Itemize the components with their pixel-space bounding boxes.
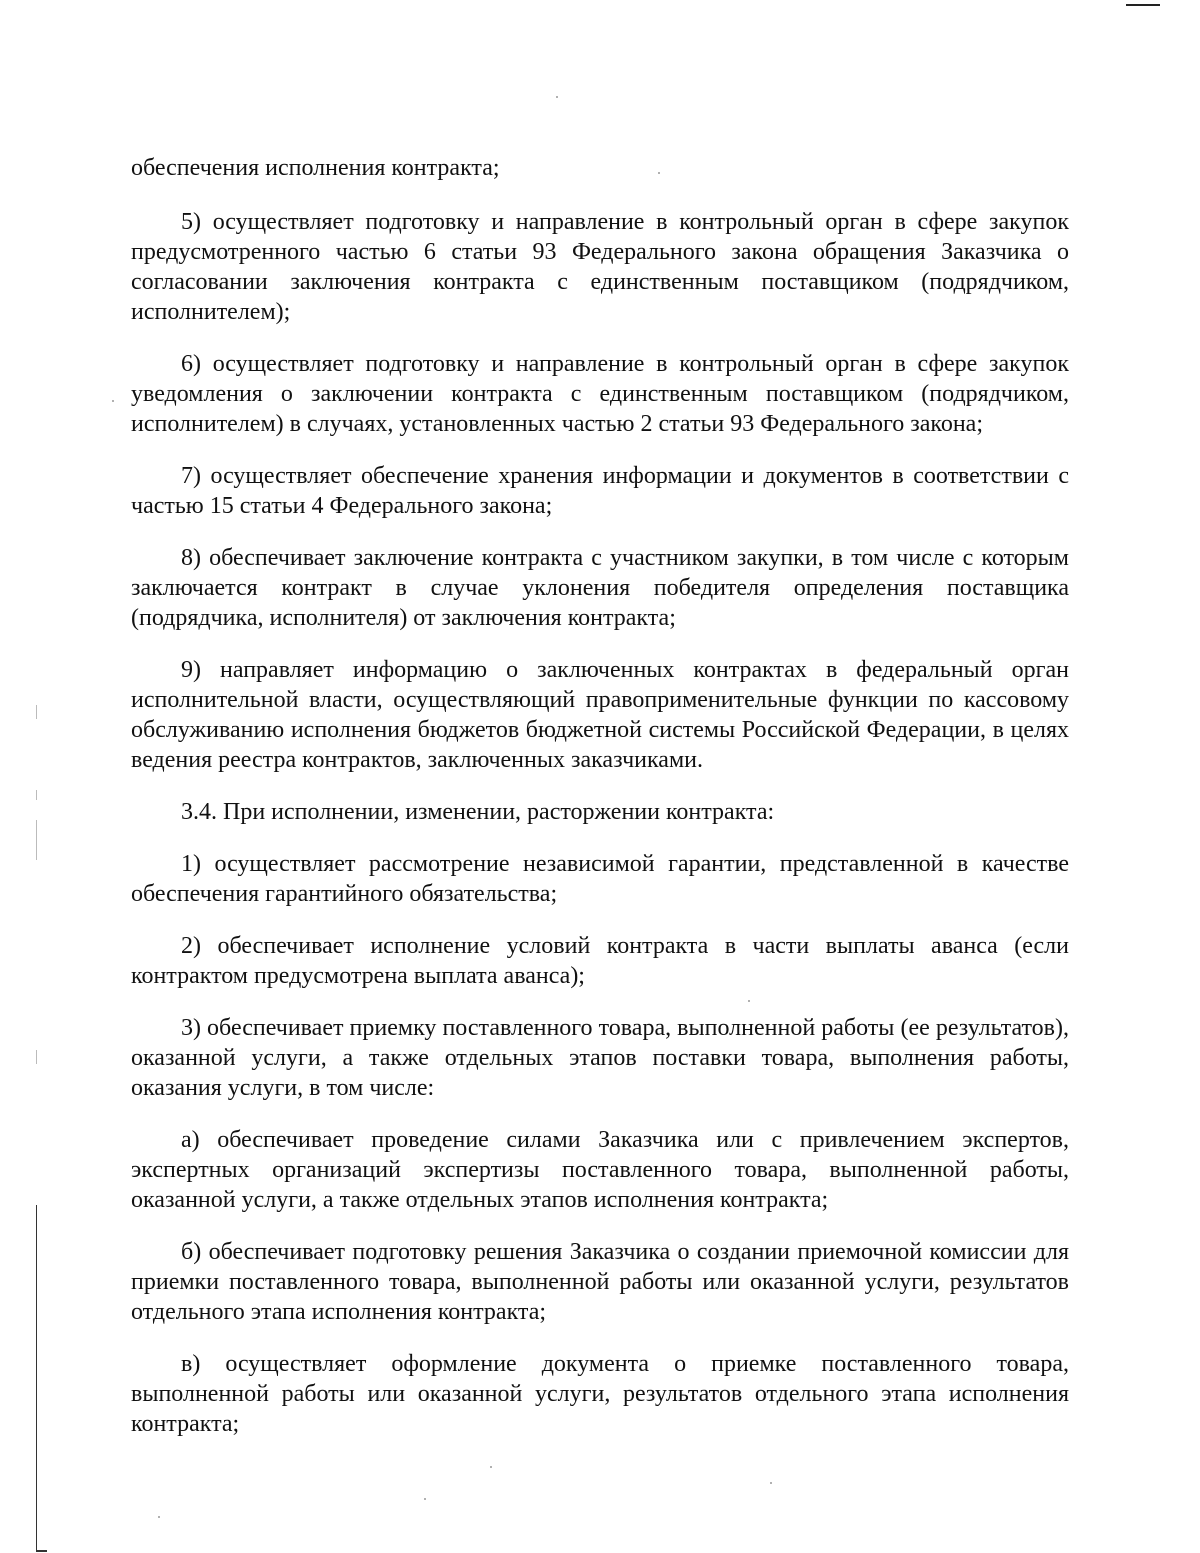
scan-speck xyxy=(748,1000,750,1002)
scan-margin-mark xyxy=(36,705,37,719)
paragraph-3-4-item-2: 2) обеспечивает исполнение условий контракта в части выплаты аванса (если контрактом предусмотрена выплата аванса); xyxy=(131,933,1069,989)
scan-margin-mark xyxy=(36,820,37,860)
subparagraph-a: а) обеспечивает проведение силами Заказчика или с привлечением экспертов, экспертных организаций экспертизы поставленного товара, выполненной работы, оказанной услуги, а также отдельных этапов исполнения контракта; xyxy=(131,1127,1069,1213)
scan-speck xyxy=(158,1516,160,1518)
scan-margin-mark xyxy=(36,1050,37,1064)
document-body xyxy=(131,153,1069,1461)
paragraph-item-8: 8) обеспечивает заключение контракта с участником закупки, в том числе с которым заключается контракт в случае уклонения победителя определения поставщика (подрядчика, исполнителя) от заключения контракта; xyxy=(131,545,1069,631)
scan-margin-mark xyxy=(36,790,37,800)
scan-speck xyxy=(112,400,114,402)
scan-margin-bracket xyxy=(36,1205,47,1552)
scan-speck xyxy=(424,1498,426,1500)
paragraph-item-9: 9) направляет информацию о заключенных контрактах в федеральный орган исполнительной власти, осуществляющий правоприменительные функции по кассовому обслуживанию исполнения бюджетов бюджетной системы Российской Федерации, в целях ведения реестра контрактов, заключенных заказчиками. xyxy=(131,657,1069,773)
scan-speck xyxy=(770,1482,772,1484)
paragraph-continuation: обеспечения исполнения контракта; xyxy=(131,155,500,181)
paragraph-item-6: 6) осуществляет подготовку и направление в контрольный орган в сфере закупок уведомления о заключении контракта с единственным поставщиком (подрядчиком, исполнителем) в случаях, установленных частью 2 статьи 93 Федерального закона; xyxy=(131,351,1069,437)
paragraph-item-5: 5) осуществляет подготовку и направление в контрольный орган в сфере закупок предусмотренного частью 6 статьи 93 Федерального закона обращения Заказчика о согласовании заключения контракта с единственным поставщиком (подрядчиком, исполнителем); xyxy=(131,209,1069,325)
subparagraph-b: б) обеспечивает подготовку решения Заказчика о создании приемочной комиссии для приемки поставленного товара, выполненной работы или оказанной услуги, результатов отдельного этапа исполнения контракта; xyxy=(131,1239,1069,1325)
scan-speck xyxy=(658,172,660,174)
section-heading-3-4: 3.4. При исполнении, изменении, расторжении контракта: xyxy=(181,799,775,825)
paragraph-item-7: 7) осуществляет обеспечение хранения информации и документов в соответствии с частью 15 статьи 4 Федерального закона; xyxy=(131,463,1069,519)
scan-speck xyxy=(556,96,558,98)
scan-edge-mark xyxy=(1126,4,1160,6)
paragraph-3-4-item-3: 3) обеспечивает приемку поставленного товара, выполненной работы (ее результатов), оказанной услуги, а также отдельных этапов поставки товара, выполнения работы, оказания услуги, в том числе: xyxy=(131,1015,1069,1101)
scan-speck xyxy=(490,1466,492,1468)
paragraph-3-4-item-1: 1) осуществляет рассмотрение независимой гарантии, представленной в качестве обеспечения гарантийного обязательства; xyxy=(131,851,1069,907)
subparagraph-v: в) осуществляет оформление документа о приемке поставленного товара, выполненной работы или оказанной услуги, результатов отдельного этапа исполнения контракта; xyxy=(131,1351,1069,1437)
